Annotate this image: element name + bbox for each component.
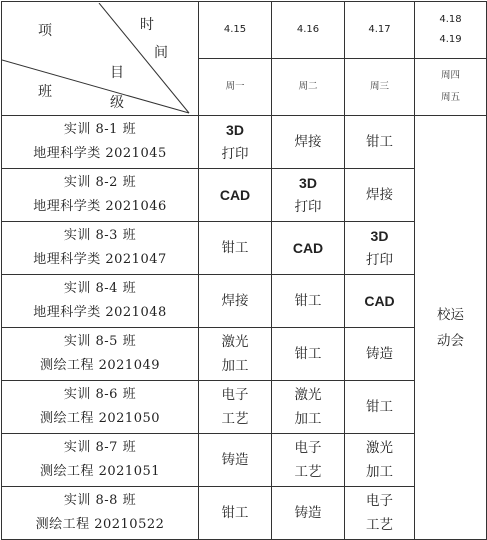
cell-line: 3D	[226, 122, 244, 138]
date-header-0	[199, 2, 272, 59]
course-cell	[199, 275, 272, 328]
cell-line: 钳工	[366, 134, 393, 150]
weekday-header-3	[415, 59, 487, 116]
corner-label-time-2: 间	[154, 44, 168, 61]
course-cell	[345, 222, 415, 275]
table-row	[2, 116, 487, 169]
cell-line: 3D	[370, 228, 389, 244]
cell-line: 钳工	[221, 240, 249, 256]
course-cell	[345, 169, 415, 222]
cell-line: 打印	[221, 146, 249, 162]
training-schedule-table	[1, 1, 487, 540]
course-cell	[199, 487, 272, 540]
class-cell	[2, 222, 199, 275]
cell-line: 打印	[366, 252, 393, 268]
table-row	[2, 487, 487, 540]
cell-line: 焊接	[221, 293, 249, 309]
class-name: 实训 8-8 班	[63, 493, 137, 508]
cell-line: 电子	[366, 493, 393, 509]
class-cell	[2, 487, 199, 540]
course-cell	[272, 328, 345, 381]
table-row	[2, 381, 487, 434]
cell-line: 周四	[440, 70, 460, 81]
cell-line: 4.16	[296, 24, 320, 35]
course-cell	[199, 434, 272, 487]
date-header-2	[345, 2, 415, 59]
cell-line: 4.15	[223, 24, 247, 35]
class-detail: 测绘工程 2021049	[39, 358, 161, 373]
cell-line: 工艺	[294, 464, 322, 480]
cell-line: CAD	[219, 187, 251, 203]
course-cell	[199, 381, 272, 434]
course-cell	[272, 275, 345, 328]
class-name: 实训 8-1 班	[63, 122, 137, 137]
cell-line: 激光	[294, 387, 322, 403]
course-cell	[272, 169, 345, 222]
corner-diagonal-lines	[2, 3, 199, 115]
table-row	[2, 434, 487, 487]
course-cell	[199, 116, 272, 169]
course-cell	[199, 169, 272, 222]
course-cell	[199, 328, 272, 381]
class-cell	[2, 116, 199, 169]
table-row	[2, 169, 487, 222]
cell-line: 电子	[221, 387, 249, 403]
corner-header-cell	[2, 2, 199, 116]
corner-label-class-2: 级	[110, 94, 124, 111]
class-cell	[2, 328, 199, 381]
cell-line: 钳工	[294, 346, 322, 362]
class-detail: 地理科学类 2021045	[33, 146, 167, 161]
weekday-header-2	[345, 59, 415, 116]
cell-line: 周二	[298, 81, 318, 92]
cell-line: 钳工	[221, 505, 249, 521]
cell-line: 铸造	[294, 505, 322, 521]
cell-line: 周三	[369, 81, 389, 92]
cell-line: 动会	[437, 332, 464, 349]
cell-line: 校运	[437, 306, 464, 323]
corner-label-time-1: 时	[140, 16, 154, 33]
course-cell	[199, 222, 272, 275]
sports-meet-cell	[415, 116, 487, 540]
cell-line: 铸造	[221, 452, 249, 468]
corner-label-subject: 目	[110, 64, 124, 81]
table-row	[2, 328, 487, 381]
course-cell	[345, 487, 415, 540]
class-detail: 地理科学类 2021046	[33, 199, 167, 214]
class-name: 实训 8-5 班	[63, 334, 137, 349]
cell-line: 加工	[221, 358, 249, 374]
corner-label-item: 项	[38, 22, 52, 39]
weekday-header-0	[199, 59, 272, 116]
cell-line: CAD	[292, 240, 324, 256]
cell-line: 钳工	[366, 399, 393, 415]
course-cell	[272, 487, 345, 540]
cell-line: CAD	[364, 293, 395, 309]
cell-line: 工艺	[221, 411, 249, 427]
class-detail: 地理科学类 2021048	[33, 305, 167, 320]
cell-line: 激光	[221, 334, 249, 350]
course-cell	[272, 222, 345, 275]
course-cell	[272, 434, 345, 487]
corner-header	[2, 3, 198, 115]
course-cell	[272, 116, 345, 169]
class-cell	[2, 275, 199, 328]
header-row-dates	[2, 2, 487, 59]
class-name: 实训 8-4 班	[63, 281, 137, 296]
cell-line: 电子	[294, 440, 322, 456]
cell-line: 加工	[294, 411, 322, 427]
course-cell	[345, 116, 415, 169]
class-detail: 测绘工程 2021050	[39, 411, 161, 426]
cell-line: 钳工	[294, 293, 322, 309]
cell-line: 加工	[366, 464, 393, 480]
course-cell	[345, 275, 415, 328]
class-name: 实训 8-3 班	[63, 228, 137, 243]
class-cell	[2, 381, 199, 434]
cell-line: 工艺	[366, 517, 393, 533]
class-name: 实训 8-6 班	[63, 387, 137, 402]
cell-line: 4.18	[439, 14, 462, 25]
course-cell	[345, 381, 415, 434]
course-cell	[345, 434, 415, 487]
cell-line: 3D	[299, 175, 317, 191]
course-cell	[345, 328, 415, 381]
weekday-header-1	[272, 59, 345, 116]
class-detail: 测绘工程 2021051	[39, 464, 161, 479]
cell-line: 焊接	[294, 134, 322, 150]
class-detail: 测绘工程 20210522	[35, 517, 165, 532]
cell-line: 打印	[294, 199, 322, 215]
table-row	[2, 275, 487, 328]
course-cell	[272, 381, 345, 434]
cell-line: 4.17	[368, 24, 391, 35]
cell-line: 4.19	[439, 34, 462, 45]
date-header-1	[272, 2, 345, 59]
date-header-3	[415, 2, 487, 59]
corner-label-class-1: 班	[38, 83, 52, 100]
schedule-sheet	[1, 1, 486, 538]
class-name: 实训 8-7 班	[63, 440, 137, 455]
cell-line: 焊接	[366, 187, 393, 203]
table-row	[2, 222, 487, 275]
class-name: 实训 8-2 班	[63, 175, 137, 190]
cell-line: 激光	[366, 440, 393, 456]
class-cell	[2, 434, 199, 487]
class-detail: 地理科学类 2021047	[33, 252, 167, 267]
class-cell	[2, 169, 199, 222]
cell-line: 周一	[225, 81, 245, 92]
cell-line: 铸造	[366, 346, 393, 362]
cell-line: 周五	[440, 92, 460, 103]
